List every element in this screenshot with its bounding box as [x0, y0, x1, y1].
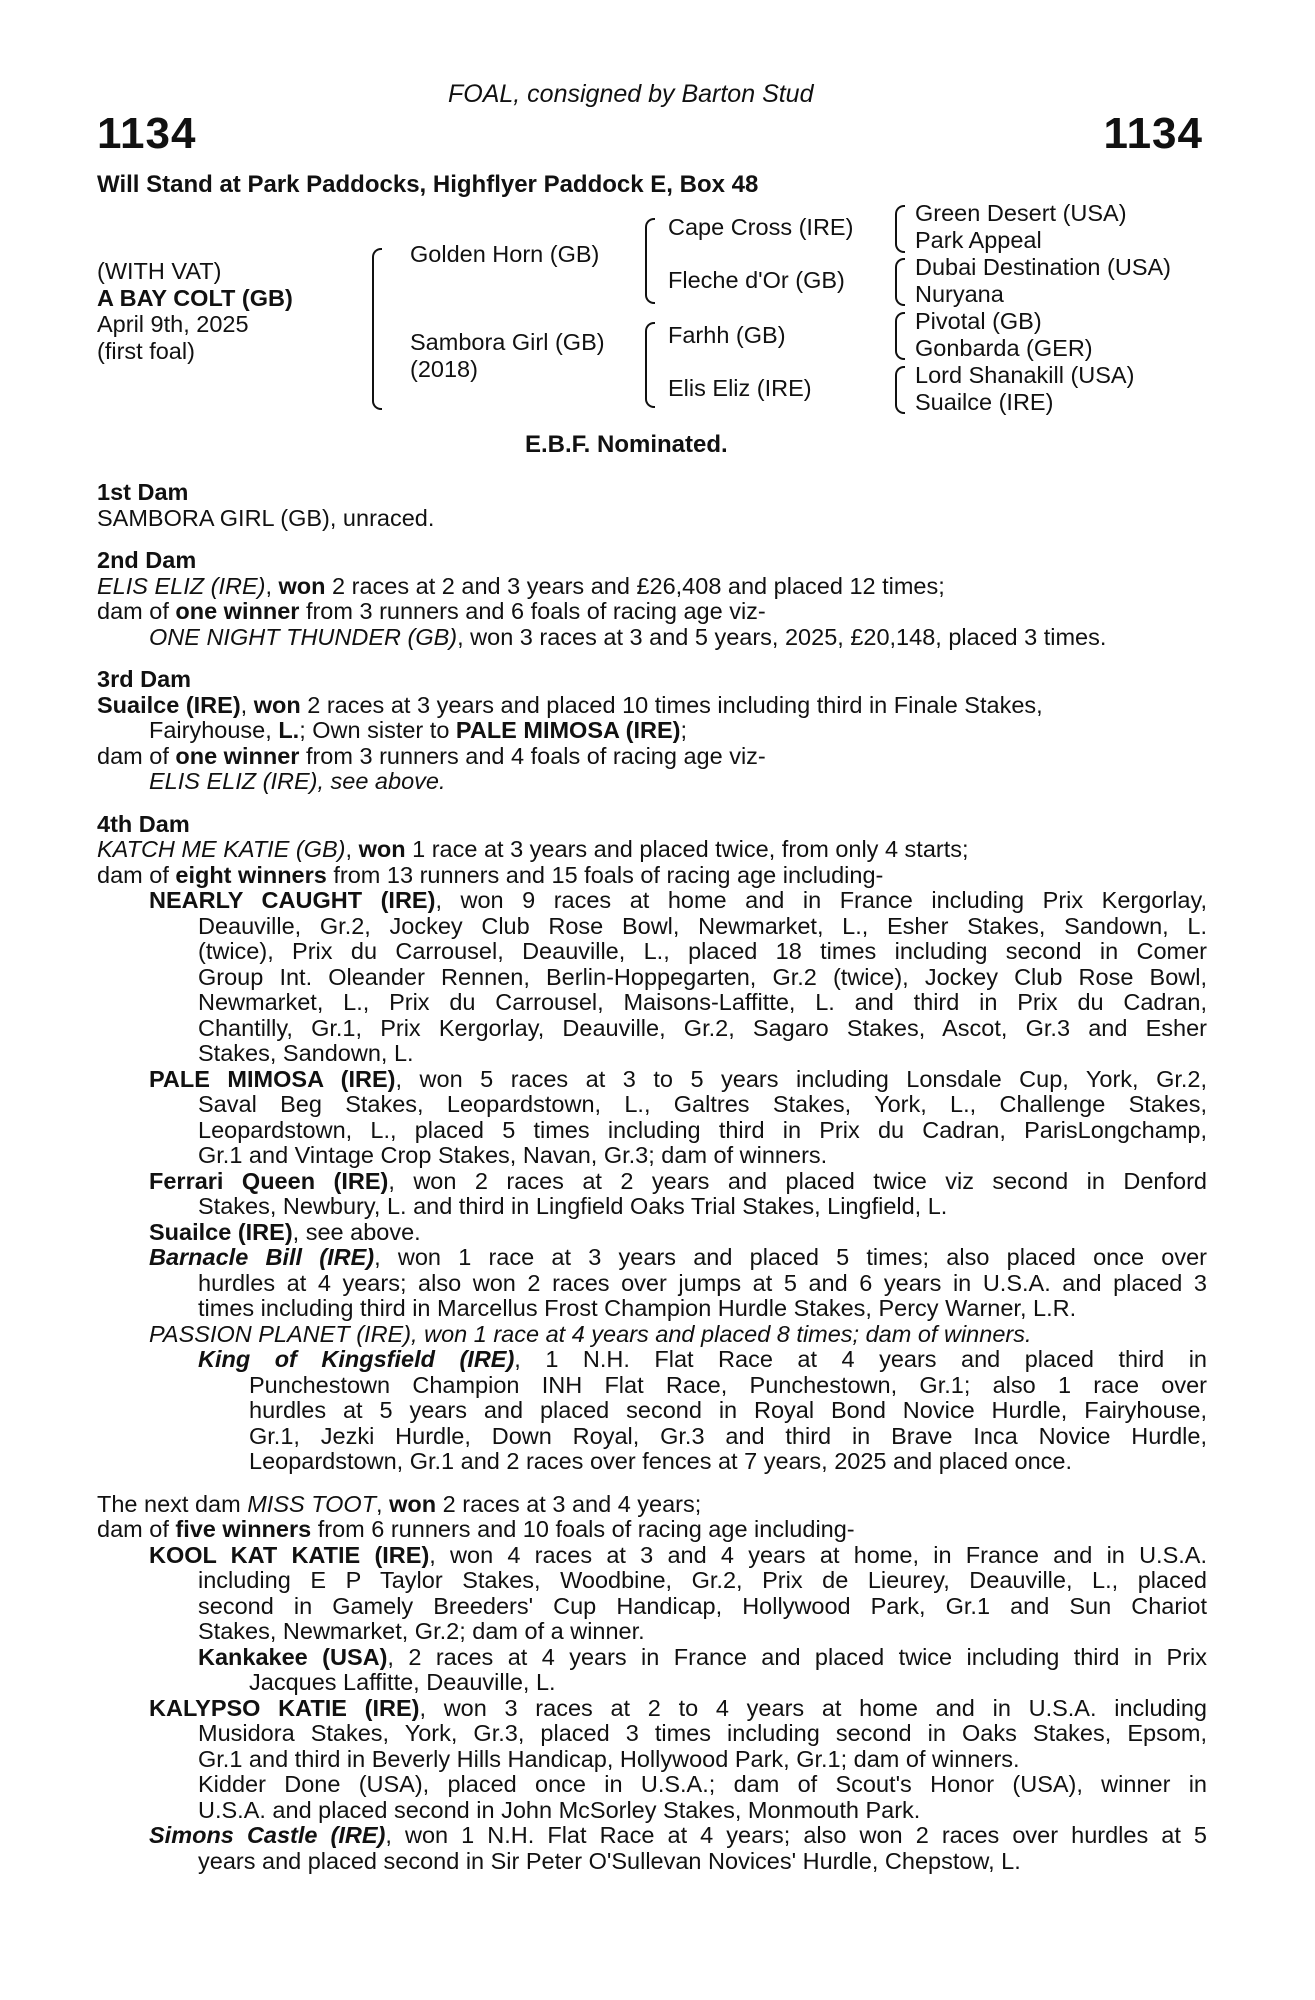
fourth-dam-section	[97, 812, 1207, 1475]
progeny-passion-planet: PASSION PLANET (IRE), won 1 race at 4 years and placed 8 times; dam of winners.	[149, 1320, 1032, 1347]
granddam-1: Park Appeal	[915, 227, 1042, 253]
section-heading: 3rd Dam	[97, 666, 192, 692]
pedigree-brace-main	[372, 248, 382, 410]
vat-note: (WITH VAT)	[97, 258, 222, 284]
fourth-dam-line-2: dam of eight winners from 13 runners and 15 foals of racing age including-	[97, 861, 884, 888]
progeny-king-of-kingsfield-detail: Punchestown Champion INH Flat Race, Punchestown, Gr.1; also 1 race over hurdles at 5 years and placed second in Royal Bond Novice Hurdle, Fairyhouse, Gr.1, Jezki Hurdle, Down Royal, Gr.3 and third in Brave Inca Novice Hurdle, Leopardstown, Gr.1 and 2 races over fences at 7 years, 2025 and placed once.	[249, 1371, 1207, 1474]
pedigree-brace-g12	[895, 205, 905, 253]
foal-description	[97, 258, 293, 364]
first-dam-section	[97, 480, 1207, 531]
lot-number-right: 1134	[1103, 109, 1203, 158]
fourth-dam-line-1: KATCH ME KATIE (GB), won 1 race at 3 years and placed twice, from only 4 starts;	[97, 836, 969, 862]
second-dam-line-1: ELIS ELIZ (IRE), won 2 races at 2 and 3 years and £26,408 and placed 12 times;	[97, 572, 945, 599]
foal-date: April 9th, 2025	[97, 311, 249, 337]
third-dam-line-1: Suailce (IRE), won 2 races at 3 years and placed 10 times including third in Finale Stakes,	[97, 691, 1043, 718]
progeny-kool-kat-katie-detail: including E P Taylor Stakes, Woodbine, Gr.2, Prix de Lieurey, Deauville, L., placed second in Gamely Breeders' Cup Handicap, Hollywood Park, Gr.1 and Sun Chariot Stakes, Newmarket, Gr.2; dam of a winner.	[198, 1567, 1207, 1644]
sire-name: Golden Horn (GB)	[410, 241, 600, 267]
progeny-barnacle-bill: Barnacle Bill (IRE), won 1 race at 3 years and placed 5 times; also placed once over	[149, 1244, 1207, 1270]
progeny-kalypso-katie: KALYPSO KATIE (IRE), won 3 races at 2 to 4 years at home and in U.S.A. including	[149, 1694, 1207, 1721]
progeny-kool-kat-katie: KOOL KAT KATIE (IRE), won 4 races at 3 and 4 years at home, in France and in U.S.A.	[149, 1541, 1207, 1568]
catalogue-body	[97, 480, 1207, 1891]
progeny-nearly-caught: NEARLY CAUGHT (IRE), won 9 races at home and in France including Prix Kergorlay,	[149, 887, 1208, 913]
progeny-ferrari-queen-detail: Stakes, Newbury, L. and third in Lingfield Oaks Trial Stakes, Lingfield, L.	[198, 1193, 948, 1219]
progeny-pale-mimosa-detail: Saval Beg Stakes, Leopardstown, L., Galtres Stakes, York, L., Challenge Stakes, Leopardstown, L., placed 5 times including third in Prix du Cadran, ParisLongchamp, Gr.1 and Vintage Crop Stakes, Navan, Gr.3; dam of winners.	[198, 1091, 1207, 1168]
pedigree-brace-g78	[895, 366, 905, 414]
third-dam-section	[97, 667, 1207, 795]
progeny-kankakee-detail: Jacques Laffitte, Deauville, L.	[249, 1669, 556, 1695]
next-dam-line-2: dam of five winners from 6 runners and 10 foals of racing age including-	[97, 1516, 855, 1542]
progeny-kalypso-katie-detail: Musidora Stakes, York, Gr.3, placed 3 times including second in Oaks Stakes, Epsom, Gr.1 and third in Beverly Hills Handicap, Hollywood Park, Gr.1; dam of winners.	[198, 1720, 1207, 1772]
section-heading: 1st Dam	[97, 479, 189, 505]
grandsire-3: Pivotal (GB)	[915, 308, 1042, 334]
grandsire-2: Dubai Destination (USA)	[915, 254, 1171, 280]
granddam-3: Gonbarda (GER)	[915, 335, 1093, 361]
consignment-line: FOAL, consigned by Barton Stud	[448, 80, 814, 108]
second-dam-line-2: dam of one winner from 3 runners and 6 foals of racing age viz-	[97, 598, 766, 624]
third-dam-line-4: ELIS ELIZ (IRE), see above.	[149, 768, 446, 794]
progeny-barnacle-bill-detail: hurdles at 4 years; also won 2 races over jumps at 5 and 6 years in U.S.A. and placed 3 times including third in Marcellus Frost Champion Hurdle Stakes, Percy Warner, L.R.	[198, 1269, 1207, 1321]
foal-name: A BAY COLT (GB)	[97, 284, 293, 311]
pedigree-brace-g34	[895, 258, 905, 306]
dam-sire: Farhh (GB)	[668, 322, 786, 348]
progeny-simons-castle-detail: years and placed second in Sir Peter O'Sullevan Novices' Hurdle, Chepstow, L.	[198, 1847, 1021, 1874]
dam-dam: Elis Eliz (IRE)	[668, 375, 812, 401]
foal-note: (first foal)	[97, 337, 195, 364]
ebf-nominated: E.B.F. Nominated.	[525, 431, 728, 458]
first-dam-text: SAMBORA GIRL (GB), unraced.	[97, 504, 435, 531]
progeny-ferrari-queen: Ferrari Queen (IRE), won 2 races at 2 years and placed twice viz second in Denford	[149, 1167, 1207, 1194]
progeny-pale-mimosa: PALE MIMOSA (IRE), won 5 races at 3 to 5 years including Lonsdale Cup, York, Gr.2,	[149, 1065, 1208, 1092]
progeny-kidder-done: Kidder Done (USA), placed once in U.S.A.; dam of Scout's Honor (USA), winner in U.S.A. and placed second in John McSorley Stakes, Monmouth Park.	[198, 1771, 1207, 1823]
pedigree-brace-g56	[895, 312, 905, 360]
sire-dam: Fleche d'Or (GB)	[668, 267, 845, 293]
dam-name: Sambora Girl (GB)	[410, 329, 605, 355]
sire-sire: Cape Cross (IRE)	[668, 214, 854, 240]
progeny-kankakee: Kankakee (USA), 2 races at 4 years in France and placed twice including third in Prix	[198, 1643, 1207, 1670]
third-dam-line-3: dam of one winner from 3 runners and 4 foals of racing age viz-	[97, 742, 766, 769]
second-dam-section	[97, 548, 1207, 650]
progeny-simons-castle: Simons Castle (IRE), won 1 N.H. Flat Race at 4 years; also won 2 races over hurdles at 5	[149, 1822, 1207, 1848]
stand-location: Will Stand at Park Paddocks, Highflyer Paddock E, Box 48	[97, 171, 759, 198]
progeny-king-of-kingsfield: King of Kingsfield (IRE), 1 N.H. Flat Race at 4 years and placed third in	[198, 1346, 1207, 1372]
granddam-4: Suailce (IRE)	[915, 389, 1054, 415]
progeny-suailce: Suailce (IRE), see above.	[149, 1218, 421, 1245]
second-dam-line-3: ONE NIGHT THUNDER (GB), won 3 races at 3 and 5 years, 2025, £20,148, placed 3 times.	[149, 623, 1107, 650]
dam-year: (2018)	[410, 356, 478, 382]
next-dam-line-1: The next dam MISS TOOT, won 2 races at 3 and 4 years;	[97, 1490, 702, 1517]
grandsire-4: Lord Shanakill (USA)	[915, 362, 1135, 388]
lot-number-left: 1134	[97, 109, 197, 158]
pedigree-brace-sire	[645, 218, 655, 304]
section-heading: 4th Dam	[97, 810, 190, 837]
progeny-nearly-caught-detail: Deauville, Gr.2, Jockey Club Rose Bowl, Newmarket, L., Esher Stakes, Sandown, L. (twice), Prix du Carrousel, Deauville, L., placed 18 times including second in Comer Group Int. Oleander Rennen, Berlin-Hoppegarten, Gr.2 (twice), Jockey Club Rose Bowl, Newmarket, L., Prix du Carrousel, Maisons-Laffitte, L. and third in Prix du Cadran, Chantilly, Gr.1, Prix Kergorlay, Deauville, Gr.2, Sagaro Stakes, Ascot, Gr.3 and Esher Stakes, Sandown, L.	[198, 912, 1207, 1066]
third-dam-line-2: Fairyhouse, L.; Own sister to PALE MIMOSA (IRE);	[149, 717, 687, 743]
pedigree-brace-dam	[645, 322, 655, 408]
next-dam-section	[97, 1492, 1207, 1875]
grandsire-1: Green Desert (USA)	[915, 200, 1127, 226]
granddam-2: Nuryana	[915, 281, 1004, 307]
section-heading: 2nd Dam	[97, 547, 197, 573]
